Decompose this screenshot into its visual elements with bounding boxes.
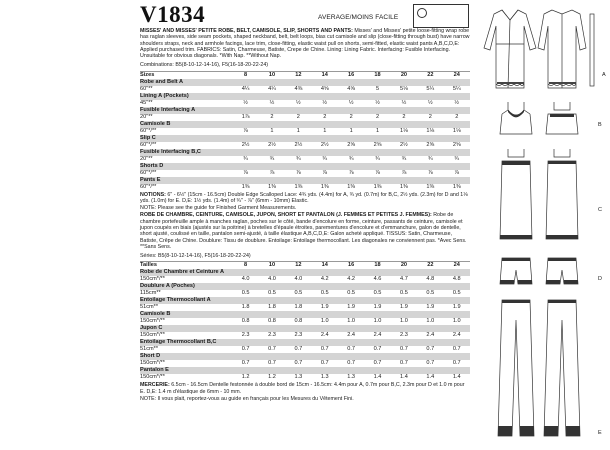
fabric-width-label: 150cm*/**	[140, 318, 165, 325]
yardage-row	[140, 276, 470, 283]
yardage-cell: 1.8	[268, 304, 276, 311]
fabric-width-label: 20"**	[140, 113, 153, 120]
garment-label: Camisole B	[140, 311, 470, 318]
size-cell: 24	[444, 71, 470, 79]
yardage-cell: 0.5	[294, 290, 303, 297]
yardage-cell: 4.7	[400, 276, 408, 283]
yardage-cell: 0.8	[268, 318, 276, 325]
yardage-cell: 1.3	[347, 374, 356, 381]
yardage-cell: 1.9	[426, 304, 435, 311]
yardage-cell: 1⅞	[241, 113, 250, 120]
yardage-cell: 1⅜	[400, 183, 408, 190]
yardage-cell: 1.3	[294, 374, 303, 381]
garment-label: Doublure A (Poches)	[140, 283, 470, 290]
garment-row	[140, 163, 470, 170]
yardage-cell: ⅞	[401, 169, 407, 176]
yardage-row	[140, 304, 470, 311]
yardage-cell: 0.7	[294, 346, 303, 353]
yardage-cell: 2.3	[241, 332, 250, 339]
garment-row	[140, 283, 470, 290]
yardage-cell: 4.2	[320, 276, 329, 283]
size-cell: 8	[232, 262, 258, 270]
yardage-cell: 0.7	[294, 360, 303, 367]
fabric-width-label: 51cm**	[140, 304, 159, 311]
yardage-row	[140, 374, 470, 381]
garment-row	[140, 121, 470, 128]
garment-row	[140, 135, 470, 142]
yardage-row	[140, 332, 470, 339]
description-fr-title: ROBE DE CHAMBRE, CEINTURE, CAMISOLE, JUPON, SHORT ET PANTALON (J. FEMMES ET PETITES J. FEMMES):	[140, 212, 432, 219]
size-cell: 12	[285, 262, 311, 270]
yardage-cell: 2⅝	[347, 141, 356, 148]
garment-label: Slip C	[140, 135, 470, 142]
yardage-cell: 4.0	[241, 276, 250, 283]
yardage-cell: 5¼	[452, 85, 461, 92]
yardage-cell: ⅞	[269, 169, 275, 176]
yardage-cell: 1⅜	[426, 183, 435, 190]
yardage-cell: 4.2	[347, 276, 356, 283]
yardage-cell: ⅞	[454, 169, 460, 176]
description-fr	[140, 212, 470, 250]
figure-camisole-b	[494, 100, 602, 140]
garment-row	[140, 107, 470, 114]
yardage-cell: 5	[375, 85, 380, 92]
figure-robe-a	[480, 4, 606, 96]
garment-row	[140, 353, 470, 360]
yardage-cell: ⅞	[348, 169, 354, 176]
yardage-cell: 1.9	[452, 304, 461, 311]
yardage-cell: 4¼	[241, 85, 250, 92]
yardage-cell: 1⅜	[268, 183, 276, 190]
yardage-cell: 0.7	[320, 360, 329, 367]
yardage-cell: ¾	[243, 155, 248, 162]
yardage-cell: 0.5	[241, 290, 250, 297]
yardage-cell: ½	[269, 99, 275, 106]
yardage-table-en	[140, 71, 470, 191]
yardage-cell: 0.5	[426, 290, 435, 297]
figure-slip-c	[494, 147, 602, 247]
garment-row	[140, 177, 470, 184]
yardage-cell: 2	[323, 113, 327, 120]
size-cell: 20	[391, 262, 417, 270]
yardage-cell: 1.2	[268, 374, 276, 381]
yardage-cell: 1⅜	[452, 183, 461, 190]
notions-en-body: 6" - 6½" (15cm - 16.5cm) Double Edge Scalloped Lace: 4¾ yds. (4.4m) for A, ¾ yd. (0.7m) for B,C, 2½ yds. (2.3m) for D and 1⅛ yds. (1.0m) for E. D,E: 1½ yds. (1.4m) of ¾" - ⅞" (6mm - 10mm) Elastic.	[140, 191, 468, 204]
yardage-cell: 4.0	[268, 276, 276, 283]
yardage-cell: 1.0	[426, 318, 435, 325]
yardage-cell: 4⅜	[294, 85, 303, 92]
technical-drawings	[474, 2, 608, 448]
fabric-width-label: 150cm*/**	[140, 374, 165, 381]
size-cell: 24	[444, 262, 470, 270]
garment-label: Fusible Interfacing B,C	[140, 149, 470, 156]
slip-drawing-icon	[494, 147, 594, 247]
figure-pants-e	[494, 296, 602, 446]
yardage-cell: ½	[348, 99, 354, 106]
yardage-cell: ¾	[454, 155, 460, 162]
yardage-cell: 2	[296, 113, 300, 120]
yardage-cell: 1.3	[320, 374, 329, 381]
yardage-cell: 0.7	[347, 360, 356, 367]
garment-label: Entoilage Thermocollant A	[140, 297, 470, 304]
yardage-cell: 0.5	[452, 290, 461, 297]
yardage-cell: ¾	[375, 155, 380, 162]
yardage-cell: 1.4	[373, 374, 382, 381]
yardage-row	[140, 170, 470, 177]
figure-e-label: E	[598, 430, 602, 436]
garment-row	[140, 79, 470, 86]
yardage-row	[140, 318, 470, 325]
sizes-row	[140, 71, 470, 79]
yardage-cell: 0.5	[268, 290, 276, 297]
yardage-cell: 2.3	[400, 332, 408, 339]
yardage-cell: 1.9	[373, 304, 382, 311]
yardage-cell: ½	[401, 99, 407, 106]
yardage-cell: 1⅜	[373, 183, 382, 190]
yardage-cell: 2½	[294, 141, 303, 148]
yardage-row	[140, 156, 470, 163]
yardage-cell: 2.3	[268, 332, 276, 339]
yardage-cell: ¾	[427, 155, 433, 162]
description-fr-body: Robe de chambre portefeuille ample à manches raglan, poches sur le côté, bande d'encolure en forme, ceinture, passants de ceinture, camisole et jupon coupés en biais (ajustés sur la poitrine) à bretelles d'épaule étroites, parementures d'encolure et d'emmanchure, galon de dentelle, short ajusté, coulissé en taille, pantalon semi-ajusté, à taille élastique A,B,C,D,E: Galon acheté appliqué. TISSUS: Satin, Charmeuse, Batiste, Crêpe de Chine. Doublure: Tissu de doublure. Entoilage: Entoilage thermocollant. Les diagonales ne conviennent pas. *Avec Sens. **Sans Sens.	[140, 212, 467, 250]
yardage-cell: 2⅝	[373, 141, 382, 148]
garment-label: Pants E	[140, 177, 470, 184]
garment-label: Camisole B	[140, 121, 470, 128]
punch-hole-icon	[417, 8, 427, 18]
sizes-label: Tailles	[140, 262, 232, 270]
size-cell: 22	[417, 262, 443, 270]
fabric-width-label: 60"*/**	[140, 183, 157, 190]
garment-label: Short D	[140, 353, 470, 360]
description-en-title: MISSES' AND MISSES' PETITE ROBE, BELT, CAMISOLE, SLIP, SHORTS AND PANTS:	[140, 28, 353, 34]
yardage-cell: ¾	[322, 155, 328, 162]
yardage-cell: ¾	[401, 155, 407, 162]
yardage-cell: 2	[349, 113, 353, 120]
fabric-width-label: 60"*/**	[140, 127, 157, 134]
yardage-cell: 2.4	[452, 332, 461, 339]
yardage-cell: 2.3	[294, 332, 303, 339]
combinations-en: Combinations: B5(8-10-12-14-16), F5(16-18-20-22-24)	[140, 62, 269, 69]
yardage-cell: 1.0	[320, 318, 329, 325]
yardage-cell: 2½	[268, 141, 276, 148]
yardage-row	[140, 128, 470, 135]
yardage-cell: 1.0	[347, 318, 356, 325]
yardage-cell: 1	[270, 127, 274, 134]
notions-fr-note: NOTE: Il vous plait, reportez-vous au guide en français pour les Mesures du Vêtement Fini.	[140, 395, 354, 402]
yardage-cell: ⅞	[296, 169, 301, 176]
yardage-cell: 2⅝	[426, 141, 435, 148]
garment-label: Entoilage Thermocollant B,C	[140, 339, 470, 346]
yardage-cell: 0.7	[347, 346, 356, 353]
yardage-cell: 0.7	[400, 346, 408, 353]
figure-b-label: B	[598, 122, 602, 128]
yardage-cell: 1	[375, 127, 380, 134]
yardage-cell: ¾	[296, 155, 301, 162]
combinations-fr: Séries: B5(8-10-12-14-16), F5(16-18-20-22-24)	[140, 253, 251, 260]
yardage-cell: 1	[296, 127, 300, 134]
fabric-width-label: 60"**	[140, 85, 153, 92]
yardage-cell: 4.0	[294, 276, 303, 283]
yardage-cell: 0.7	[268, 346, 276, 353]
yardage-cell: 0.8	[294, 318, 303, 325]
yardage-row	[140, 184, 470, 191]
size-cell: 8	[232, 71, 258, 79]
garment-label: Shorts D	[140, 163, 470, 170]
yardage-row	[140, 114, 470, 121]
yardage-cell: 4.6	[373, 276, 382, 283]
yardage-cell: 4⅝	[320, 85, 329, 92]
fabric-width-label: 60"*/**	[140, 141, 157, 148]
fabric-width-label: 150cm*/**	[140, 332, 165, 339]
yardage-table-fr	[140, 261, 470, 381]
garment-label: Pantalon E	[140, 367, 470, 374]
yardage-cell: 0.7	[373, 360, 382, 367]
camisole-drawing-icon	[494, 100, 594, 140]
figure-shorts-d	[494, 254, 602, 290]
fabric-width-label: 150cm*/**	[140, 360, 165, 367]
yardage-cell: 5¼	[426, 85, 435, 92]
fabric-width-label: 45"**	[140, 99, 153, 106]
size-cell: 18	[364, 262, 390, 270]
yardage-row	[140, 86, 470, 93]
yardage-row	[140, 290, 470, 297]
pants-drawing-icon	[494, 296, 594, 446]
yardage-cell: ½	[322, 99, 328, 106]
notions-fr-body: 6.5cm - 16.5cm Dentelle festonnée à double bord de 15cm - 16.5cm: 4.4m pour A, 0.7m pour B,C, 2.3m pour D et 1.0 m pour E. D,E: 1.4 m d'élastique de 6mm - 10 mm.	[140, 382, 465, 395]
yardage-cell: 1.4	[400, 374, 408, 381]
yardage-cell: 4.8	[452, 276, 461, 283]
yardage-cell: 4¼	[268, 85, 276, 92]
yardage-row	[140, 142, 470, 149]
yardage-cell: 2.4	[373, 332, 382, 339]
yardage-cell: 1⅛	[400, 127, 408, 134]
garment-label: Lining A (Pockets)	[140, 93, 470, 100]
size-cell: 18	[364, 71, 390, 79]
yardage-cell: 0.7	[400, 360, 408, 367]
yardage-cell: 0.7	[268, 360, 276, 367]
yardage-cell: 2.4	[320, 332, 329, 339]
garment-row	[140, 367, 470, 374]
yardage-cell: 2½	[241, 141, 250, 148]
yardage-cell: ½	[243, 99, 248, 106]
yardage-cell: 2	[455, 113, 459, 120]
yardage-cell: ½	[427, 99, 433, 106]
garment-row	[140, 297, 470, 304]
yardage-cell: 1.9	[347, 304, 356, 311]
fabric-width-label: 60"*/**	[140, 169, 157, 176]
description-en	[140, 28, 470, 59]
figure-a-label: A	[602, 72, 606, 78]
yardage-cell: 1.9	[320, 304, 329, 311]
size-cell: 10	[259, 71, 285, 79]
yardage-cell: 0.5	[373, 290, 382, 297]
garment-row	[140, 269, 470, 276]
garment-row	[140, 325, 470, 332]
shorts-drawing-icon	[494, 254, 594, 290]
yardage-cell: ½	[454, 99, 460, 106]
yardage-cell: 2½	[320, 141, 329, 148]
garment-row	[140, 149, 470, 156]
size-cell: 10	[259, 262, 285, 270]
garment-row	[140, 339, 470, 346]
fabric-width-label: 150cm*/**	[140, 276, 165, 283]
fabric-width-label: 115cm**	[140, 290, 161, 297]
yardage-cell: 0.7	[426, 346, 435, 353]
yardage-cell: 2½	[400, 141, 408, 148]
yardage-cell: 1.8	[241, 304, 250, 311]
sizes-row	[140, 262, 470, 270]
notions-en-label: NOTIONS:	[140, 191, 166, 198]
yardage-cell: 1⅛	[452, 127, 461, 134]
yardage-cell: 1.2	[241, 374, 250, 381]
yardage-cell: 4⅝	[347, 85, 356, 92]
envelope-icon	[413, 4, 469, 28]
yardage-cell: 1.8	[294, 304, 303, 311]
yardage-cell: 1	[349, 127, 353, 134]
yardage-cell: ⅞	[243, 169, 248, 176]
size-cell: 22	[417, 71, 443, 79]
yardage-cell: 0.7	[373, 346, 382, 353]
yardage-cell: 2	[402, 113, 406, 120]
yardage-cell: 1⅜	[320, 183, 329, 190]
yardage-cell: 1⅛	[426, 127, 435, 134]
notions-en	[140, 192, 470, 204]
figure-c-label: C	[598, 207, 602, 213]
yardage-cell: ¾	[348, 155, 354, 162]
size-cell: 20	[391, 71, 417, 79]
yardage-cell: 0.8	[241, 318, 250, 325]
fabric-width-label: 51cm**	[140, 346, 159, 353]
pattern-number: V1834	[140, 2, 206, 27]
yardage-cell: 0.5	[400, 290, 408, 297]
yardage-cell: 0.5	[347, 290, 356, 297]
sizes-label: Sizes	[140, 71, 232, 79]
difficulty-label: AVERAGE/MOINS FACILE	[318, 14, 399, 21]
yardage-cell: 0.7	[452, 360, 461, 367]
yardage-cell: 1	[323, 127, 327, 134]
yardage-cell: ⅞	[375, 169, 380, 176]
yardage-cell: ⅞	[322, 169, 328, 176]
notions-en-note: NOTE: Please see the guide for Finished Garment Measurements.	[140, 205, 297, 212]
yardage-cell: 1⅜	[347, 183, 356, 190]
yardage-cell: 2	[428, 113, 432, 120]
yardage-cell: 0.7	[426, 360, 435, 367]
yardage-cell: 0.7	[241, 346, 250, 353]
yardage-cell: 2	[375, 113, 380, 120]
yardage-row	[140, 100, 470, 107]
yardage-cell: 1.0	[373, 318, 382, 325]
yardage-cell: 0.7	[452, 346, 461, 353]
figure-d-label: D	[598, 276, 602, 282]
yardage-cell: 5⅛	[400, 85, 408, 92]
description-en-body: Misses' and Misses' petite loose-fitting wrap robe has raglan sleeves, side seam pockets, shaped neckband, belt, belt loops, bias cut camisole and slip (close-fitting through bust) have narrow shoulders straps, neck and armhole facings, lace trim, close-fitting, elastic waist pull on shorts, semi-fitted, elastic waist pants A,B,C,D,E: Applied purchased trim. FABRICS: Satin, Charmeuse, Batiste, Crepe de Chine. Lining: Lining Fabric. Interfacing: Fusible Interfacing. Unsuitable for obvious diagonals. *With Nap. **Without Nap.	[140, 28, 470, 60]
robe-drawing-icon	[480, 4, 600, 96]
garment-label: Robe de Chambre et Ceinture A	[140, 269, 470, 276]
yardage-cell: 1.0	[452, 318, 461, 325]
yardage-cell: ¾	[269, 155, 275, 162]
size-cell: 16	[338, 262, 364, 270]
yardage-cell: 4.8	[426, 276, 435, 283]
yardage-cell: 1.9	[400, 304, 408, 311]
size-cell: 16	[338, 71, 364, 79]
garment-label: Jupon C	[140, 325, 470, 332]
garment-row	[140, 311, 470, 318]
yardage-cell: 0.5	[320, 290, 329, 297]
yardage-cell: 1⅜	[241, 183, 250, 190]
garment-label: Robe and Belt A	[140, 79, 470, 86]
yardage-cell: 0.7	[320, 346, 329, 353]
text-column	[140, 2, 470, 402]
garment-row	[140, 93, 470, 100]
yardage-cell: ⅞	[427, 169, 433, 176]
size-cell: 14	[312, 71, 338, 79]
yardage-cell: 1.0	[400, 318, 408, 325]
garment-label: Fusible Interfacing A	[140, 107, 470, 114]
header	[140, 2, 470, 28]
yardage-cell: ⅞	[243, 127, 248, 134]
notions-fr	[140, 382, 470, 394]
fabric-width-label: 20"**	[140, 155, 153, 162]
yardage-cell: ½	[375, 99, 380, 106]
notions-fr-label: MERCERIE:	[140, 382, 170, 389]
yardage-cell: 1.4	[452, 374, 461, 381]
yardage-cell: 2	[270, 113, 274, 120]
size-cell: 12	[285, 71, 311, 79]
yardage-cell: 2.4	[347, 332, 356, 339]
yardage-cell: 1⅜	[294, 183, 303, 190]
yardage-cell: 2⅝	[452, 141, 461, 148]
yardage-cell: 1.4	[426, 374, 435, 381]
size-cell: 14	[312, 262, 338, 270]
yardage-cell: 0.7	[241, 360, 250, 367]
yardage-row	[140, 346, 470, 353]
yardage-cell: 2.4	[426, 332, 435, 339]
yardage-row	[140, 360, 470, 367]
yardage-cell: ½	[296, 99, 301, 106]
